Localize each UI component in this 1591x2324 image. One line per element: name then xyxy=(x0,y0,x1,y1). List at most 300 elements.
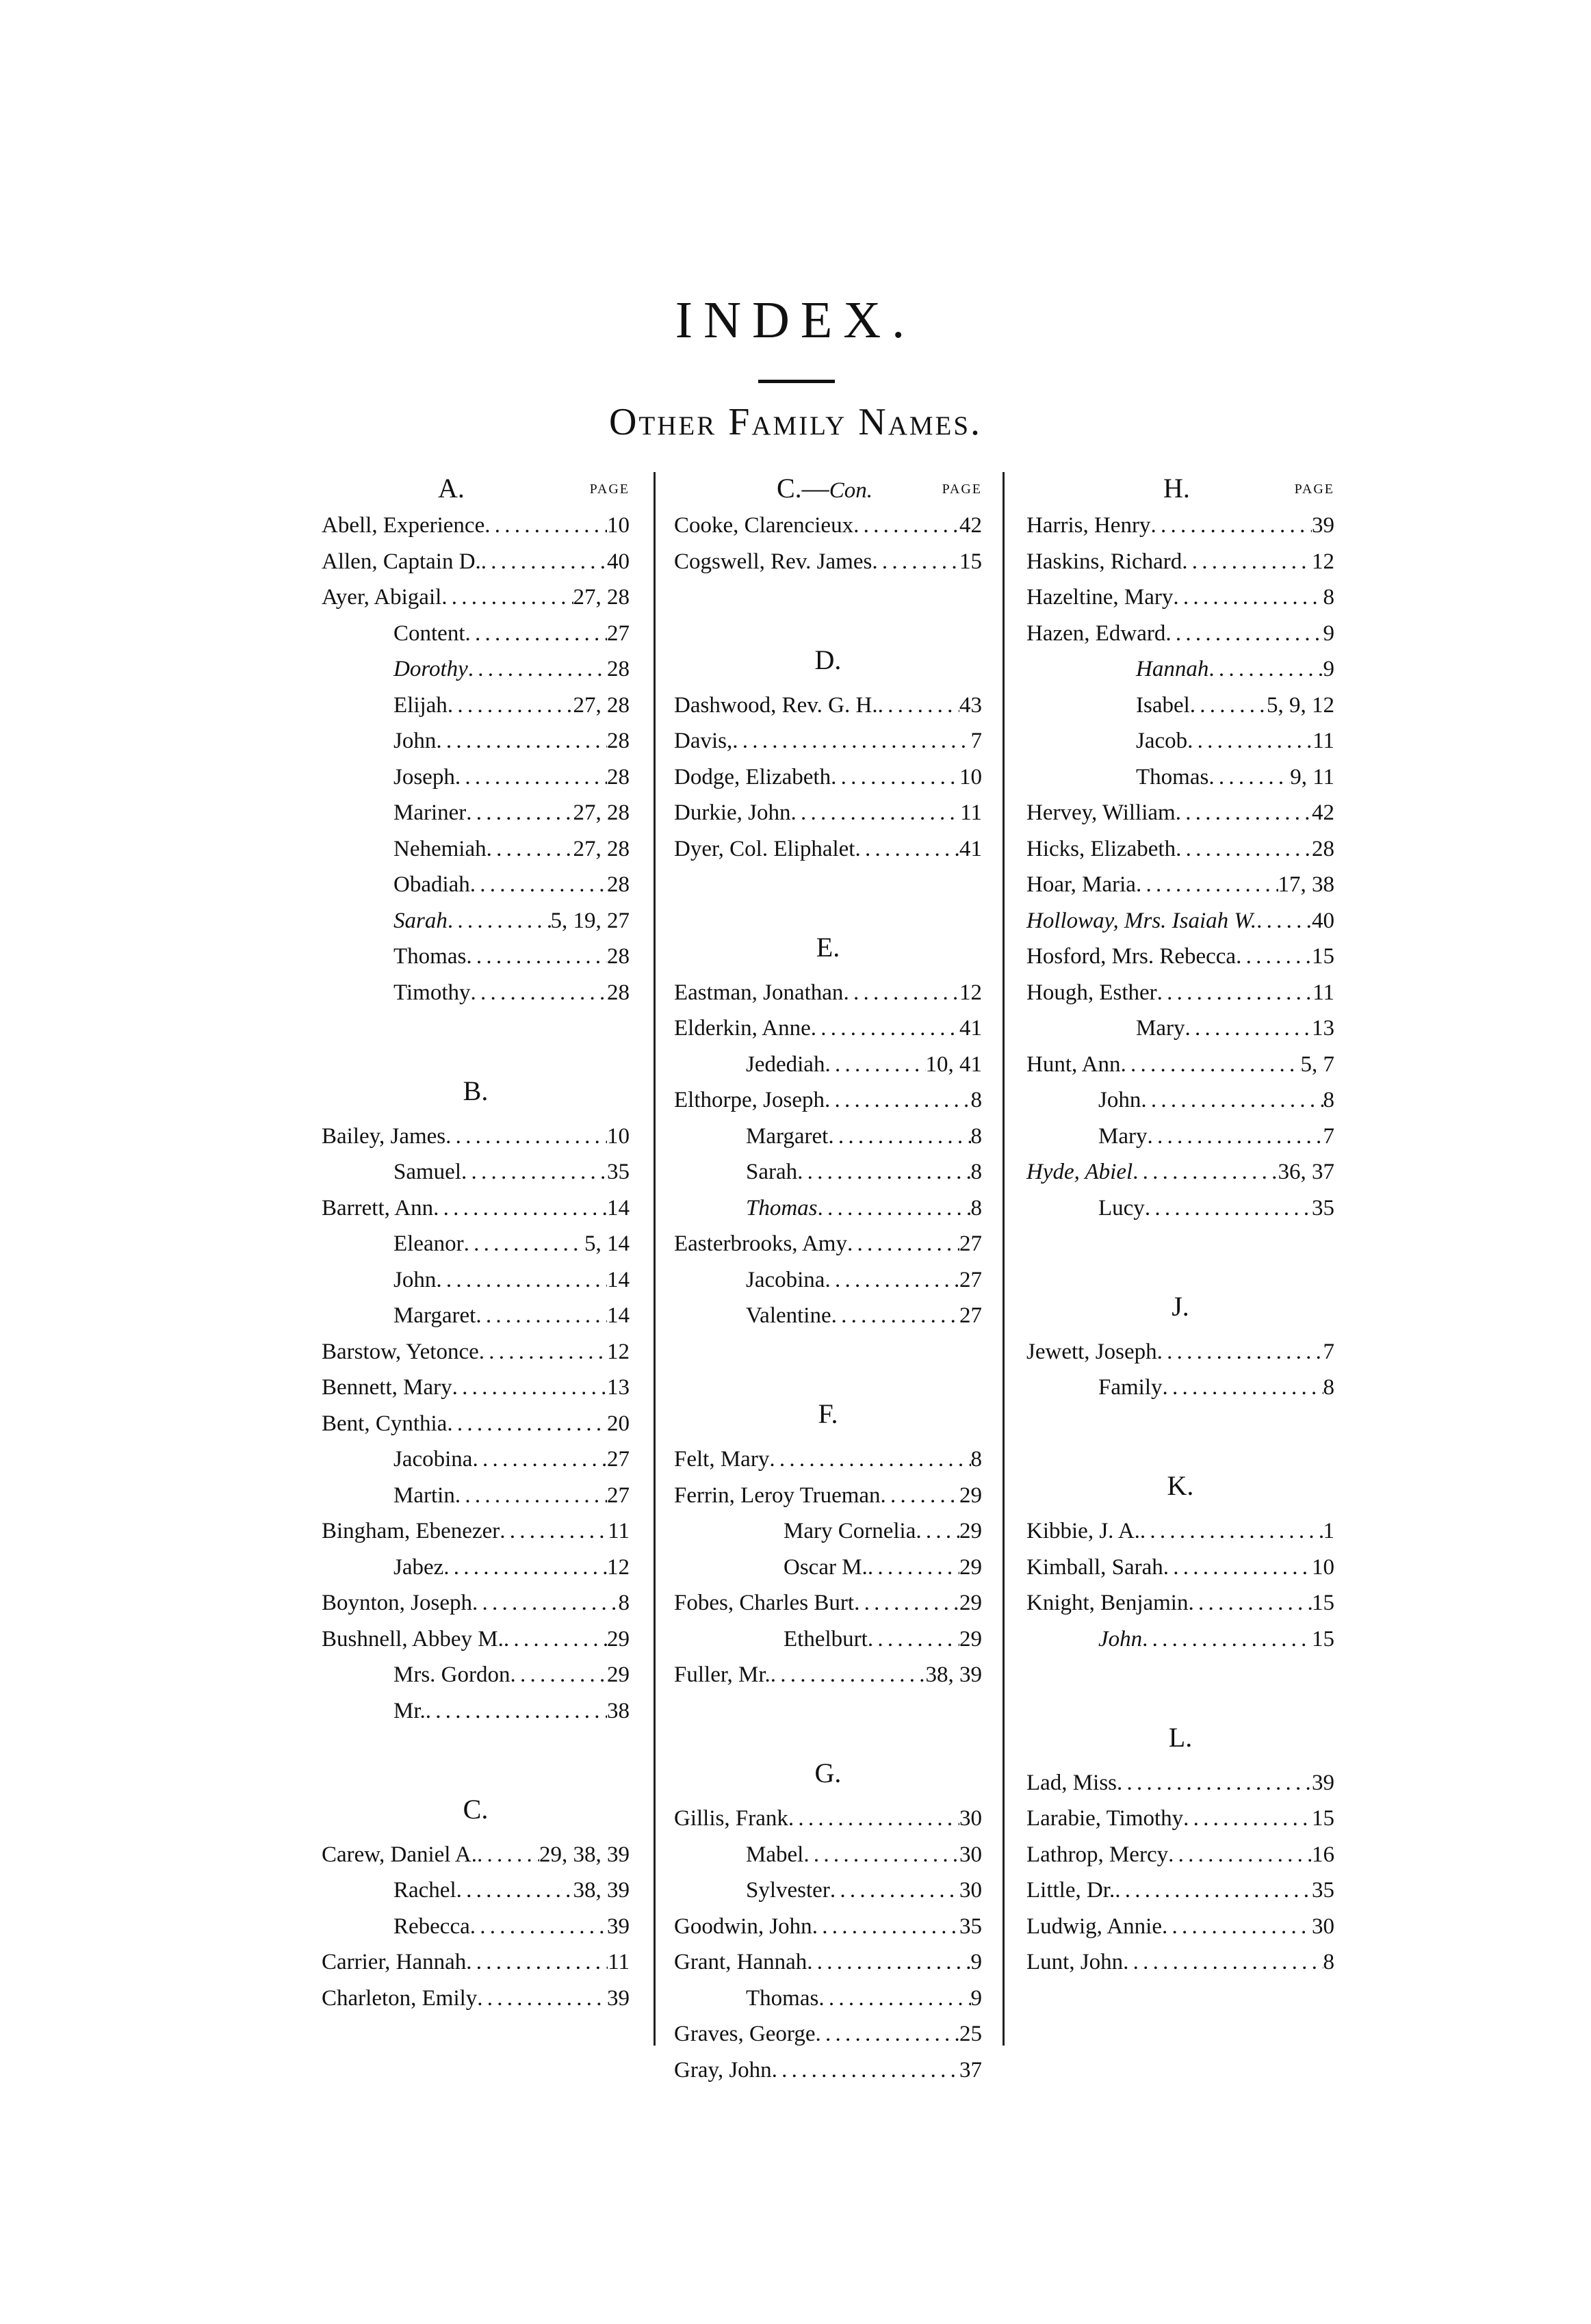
dot-leader xyxy=(797,1154,970,1190)
index-entry xyxy=(322,1119,630,1155)
section-letter: G. xyxy=(814,1758,842,1788)
index-entry xyxy=(1026,1190,1334,1227)
entry-name: Charleton, Emily xyxy=(322,1985,478,2011)
entry-name: Thomas xyxy=(393,944,467,969)
index-entry xyxy=(1026,1047,1334,1083)
dot-leader xyxy=(847,1226,959,1262)
index-entry xyxy=(322,688,630,724)
index-entry xyxy=(674,831,982,867)
dot-leader xyxy=(825,1262,959,1298)
entry-pages: 9 xyxy=(1323,621,1334,646)
entry-name: Lunt, John xyxy=(1026,1950,1124,1974)
entry-name: Eastman, Jonathan xyxy=(674,980,844,1005)
entry-pages: 7 xyxy=(970,729,982,753)
section-spacer xyxy=(674,1334,982,1370)
entry-pages: 7 xyxy=(1323,1123,1334,1149)
entry-pages: 13 xyxy=(607,1375,630,1400)
dot-leader xyxy=(815,2016,959,2052)
dot-leader xyxy=(477,1837,539,1873)
entry-pages: 10 xyxy=(959,764,982,789)
entry-name: Gray, John xyxy=(674,2057,772,2083)
index-entry xyxy=(1026,975,1334,1011)
entry-name: Bingham, Ebenezer xyxy=(322,1519,500,1543)
dot-leader xyxy=(1162,1909,1312,1945)
dot-leader xyxy=(461,1154,607,1190)
dot-leader xyxy=(1173,579,1323,616)
entry-name: Valentine xyxy=(746,1303,831,1328)
index-entry xyxy=(674,1047,982,1083)
entry-pages: 27, 28 xyxy=(573,692,630,718)
index-entry xyxy=(322,1441,630,1478)
section-letter: F. xyxy=(818,1398,838,1429)
entry-name: Sarah xyxy=(393,908,448,933)
entry-pages: 20 xyxy=(607,1411,630,1436)
entry-name: Kibbie, J. A. xyxy=(1026,1519,1140,1543)
section-letter: E. xyxy=(816,931,840,963)
section-letter: K. xyxy=(1167,1470,1194,1501)
entry-name: Eleanor xyxy=(393,1231,464,1256)
dot-leader xyxy=(772,2052,959,2089)
entry-pages: 15 xyxy=(1312,1806,1334,1831)
entry-pages: 9, 11 xyxy=(1290,764,1334,789)
entry-name: Ludwig, Annie xyxy=(1026,1914,1162,1939)
section-letter: H. xyxy=(1163,473,1190,504)
entry-pages: 10, 41 xyxy=(925,1052,982,1077)
index-entry xyxy=(674,1657,982,1693)
entry-pages: 39 xyxy=(1312,513,1334,538)
entry-pages: 14 xyxy=(607,1195,630,1220)
entry-name: Mariner xyxy=(393,800,467,825)
entry-pages: 5, 14 xyxy=(584,1231,630,1256)
entry-name: Hosford, Mrs. Rebecca xyxy=(1026,944,1237,969)
index-entry xyxy=(1026,1334,1334,1370)
index-entry xyxy=(674,1981,982,2017)
entry-pages: 29 xyxy=(959,1554,982,1580)
entry-name: Larabie, Timothy xyxy=(1026,1806,1184,1831)
index-entry xyxy=(1026,1119,1334,1155)
entry-name: Lad, Miss xyxy=(1026,1770,1117,1795)
entry-name: Fobes, Charles Burt xyxy=(674,1591,855,1615)
dot-leader xyxy=(916,1513,959,1550)
entry-pages: 39 xyxy=(607,1985,630,2011)
dot-leader xyxy=(510,1657,608,1693)
dot-leader xyxy=(477,1981,607,2017)
index-column-2 xyxy=(674,472,982,2088)
index-entry xyxy=(674,2052,982,2089)
entry-pages: 11 xyxy=(1312,729,1334,753)
dot-leader xyxy=(1190,688,1267,724)
entry-name: Isabel xyxy=(1136,692,1190,718)
index-entry xyxy=(322,1585,630,1621)
entry-pages: 30 xyxy=(1312,1914,1334,1939)
index-entry xyxy=(322,616,630,652)
entry-pages: 39 xyxy=(1312,1770,1334,1795)
dot-leader xyxy=(872,544,959,580)
entry-name: Thomas xyxy=(746,1195,818,1220)
dot-leader xyxy=(466,939,607,975)
dot-leader xyxy=(452,1370,607,1406)
index-entry xyxy=(674,1226,982,1262)
page-column-label: PAGE xyxy=(589,482,630,497)
entry-name: Martin xyxy=(393,1483,455,1508)
entry-pages: 36, 37 xyxy=(1278,1160,1334,1184)
section-spacer xyxy=(1026,1226,1334,1262)
dot-leader xyxy=(854,1585,959,1621)
dot-leader xyxy=(788,1801,959,1837)
entry-pages: 27 xyxy=(959,1303,982,1328)
dot-leader xyxy=(1140,1513,1323,1550)
index-entry xyxy=(322,1154,630,1190)
index-entry xyxy=(674,1119,982,1155)
entry-name: Rachel xyxy=(393,1878,456,1903)
entry-name: Bushnell, Abbey M. xyxy=(322,1626,504,1651)
column-divider-2 xyxy=(1003,472,1005,2046)
dot-leader xyxy=(433,1190,607,1227)
entry-pages: 5, 9, 12 xyxy=(1267,692,1334,718)
entry-pages: 40 xyxy=(607,549,630,574)
dot-leader xyxy=(472,1585,618,1621)
index-entry xyxy=(1026,508,1334,544)
index-column-3 xyxy=(1026,472,1334,1981)
dot-leader xyxy=(1176,795,1312,831)
dot-leader xyxy=(843,975,959,1011)
entry-name: John xyxy=(1098,1626,1143,1651)
dot-leader xyxy=(504,1621,607,1658)
entry-name: Hicks, Elizabeth xyxy=(1026,836,1176,861)
entry-pages: 35 xyxy=(607,1160,630,1184)
entry-pages: 8 xyxy=(1323,1950,1334,1974)
dot-leader xyxy=(1187,723,1312,759)
index-entry xyxy=(1026,1621,1334,1658)
column-header xyxy=(1026,472,1334,508)
entry-name: Kimball, Sarah xyxy=(1026,1554,1163,1580)
index-entry xyxy=(674,2016,982,2052)
dot-leader xyxy=(1150,508,1312,544)
dot-leader xyxy=(484,508,607,544)
dot-leader xyxy=(436,723,607,759)
entry-name: Carrier, Hannah xyxy=(322,1950,467,1974)
entry-name: Harris, Henry xyxy=(1026,513,1151,538)
dot-leader xyxy=(830,1872,959,1909)
index-entry xyxy=(1026,1585,1334,1621)
index-entry xyxy=(1026,1010,1334,1047)
entry-pages: 12 xyxy=(607,1339,630,1364)
entry-pages: 27 xyxy=(607,1483,630,1508)
dot-leader xyxy=(1188,1585,1312,1621)
dot-leader xyxy=(769,1441,970,1478)
index-column-1 xyxy=(322,472,630,2016)
index-entry xyxy=(322,795,630,831)
section-spacer xyxy=(322,1010,630,1047)
entry-pages: 8 xyxy=(970,1088,982,1112)
entry-name: Dyer, Col. Eliphalet xyxy=(674,836,855,861)
dot-leader xyxy=(855,831,959,867)
page-column-label: PAGE xyxy=(1294,482,1334,497)
dot-leader xyxy=(1133,1154,1278,1190)
entry-pages: 30 xyxy=(959,1842,982,1867)
dot-leader xyxy=(828,1119,970,1155)
dot-leader xyxy=(455,1478,607,1514)
entry-list xyxy=(322,508,630,2016)
index-entry xyxy=(674,1909,982,1945)
index-entry xyxy=(322,651,630,688)
entry-name: Bennett, Mary xyxy=(322,1375,452,1400)
entry-pages: 11 xyxy=(608,1519,630,1543)
index-entry xyxy=(1026,939,1334,975)
entry-name: Jedediah xyxy=(746,1052,825,1077)
section-spacer xyxy=(1026,1406,1334,1442)
entry-pages: 39 xyxy=(607,1914,630,1939)
entry-name: Joseph xyxy=(393,764,455,789)
index-entry xyxy=(674,1621,982,1658)
entry-pages: 9 xyxy=(970,1950,982,1974)
entry-pages: 29 xyxy=(959,1626,982,1651)
entry-name: Hunt, Ann xyxy=(1026,1052,1121,1077)
index-entry xyxy=(322,1513,630,1550)
entry-pages: 42 xyxy=(1312,800,1334,825)
entry-pages: 7 xyxy=(1323,1339,1334,1364)
entry-name: Mary xyxy=(1136,1016,1185,1041)
dot-leader xyxy=(1145,1190,1312,1227)
entry-name: Lathrop, Mercy xyxy=(1026,1842,1169,1867)
entry-pages: 29 xyxy=(607,1626,630,1651)
column-divider-1 xyxy=(654,472,656,2046)
entry-name: Allen, Captain D. xyxy=(322,549,481,574)
index-entry xyxy=(1026,544,1334,580)
entry-pages: 28 xyxy=(607,729,630,753)
index-entry xyxy=(1026,723,1334,759)
entry-name: Oscar M. xyxy=(784,1554,868,1580)
index-entry xyxy=(674,1550,982,1586)
entry-pages: 35 xyxy=(1312,1195,1334,1220)
entry-pages: 15 xyxy=(1312,1591,1334,1615)
entry-pages: 25 xyxy=(959,2022,982,2046)
dot-leader xyxy=(1236,939,1312,975)
dot-leader xyxy=(455,759,607,796)
dot-leader xyxy=(1165,616,1323,652)
entry-pages: 5, 7 xyxy=(1300,1052,1334,1077)
entry-pages: 8 xyxy=(1323,585,1334,610)
entry-name: Dashwood, Rev. G. H. xyxy=(674,692,878,718)
entry-name: Jacob xyxy=(1136,729,1188,753)
index-entry xyxy=(674,1478,982,1514)
index-entry xyxy=(322,939,630,975)
entry-pages: 9 xyxy=(970,1985,982,2011)
index-entry xyxy=(1026,903,1334,939)
index-entry xyxy=(674,1262,982,1298)
entry-name: Bent, Cynthia xyxy=(322,1411,448,1436)
entry-pages: 10 xyxy=(607,1123,630,1149)
dot-leader xyxy=(1168,1837,1312,1873)
dot-leader xyxy=(470,1909,607,1945)
page-column-label: PAGE xyxy=(942,482,982,497)
section-letter: L. xyxy=(1168,1721,1193,1753)
entry-pages: 1 xyxy=(1323,1519,1334,1543)
index-entry xyxy=(674,1298,982,1334)
entry-name: John xyxy=(393,729,437,753)
entry-name: Hazen, Edward xyxy=(1026,621,1166,646)
entry-pages: 27, 28 xyxy=(573,836,630,861)
dot-leader xyxy=(807,1944,970,1981)
index-entry xyxy=(322,1370,630,1406)
index-entry xyxy=(674,1944,982,1981)
entry-pages: 29, 38, 39 xyxy=(539,1842,630,1867)
entry-name: Thomas xyxy=(1136,764,1209,789)
entry-name: Easterbrooks, Amy xyxy=(674,1231,847,1256)
entry-name: Hazeltine, Mary xyxy=(1026,585,1174,610)
entry-pages: 38, 39 xyxy=(573,1878,630,1903)
entry-pages: 27 xyxy=(959,1231,982,1256)
entry-pages: 10 xyxy=(607,513,630,538)
index-entry xyxy=(1026,795,1334,831)
entry-pages: 8 xyxy=(618,1591,630,1615)
entry-pages: 28 xyxy=(607,657,630,681)
dot-leader xyxy=(853,508,959,544)
index-entry xyxy=(1026,1837,1334,1873)
entry-name: Dodge, Elizabeth xyxy=(674,764,831,789)
dot-leader xyxy=(771,1657,926,1693)
index-entry xyxy=(674,1441,982,1478)
entry-pages: 8 xyxy=(1323,1088,1334,1112)
index-entry xyxy=(322,1226,630,1262)
dot-leader xyxy=(441,579,573,616)
entry-name: Carew, Daniel A. xyxy=(322,1842,477,1867)
index-entry xyxy=(1026,688,1334,724)
section-letter: C.—Con. xyxy=(777,473,872,504)
entry-name: Mrs. Gordon xyxy=(393,1662,510,1687)
index-entry xyxy=(322,975,630,1011)
index-entry xyxy=(322,903,630,939)
index-entry xyxy=(322,1550,630,1586)
index-entry xyxy=(322,831,630,867)
index-entry xyxy=(1026,1550,1334,1586)
dot-leader xyxy=(1182,544,1312,580)
dot-leader xyxy=(448,688,573,724)
section-letter: J. xyxy=(1172,1290,1189,1322)
entry-name: Hannah xyxy=(1136,657,1209,681)
entry-pages: 28 xyxy=(607,764,630,789)
entry-name: Bailey, James xyxy=(322,1123,446,1149)
dot-leader xyxy=(1141,1082,1323,1119)
dot-leader xyxy=(1183,1801,1312,1837)
dot-leader xyxy=(448,903,551,939)
index-entry xyxy=(674,1154,982,1190)
entry-pages: 8 xyxy=(970,1160,982,1184)
section-spacer xyxy=(1026,1657,1334,1693)
entry-pages: 30 xyxy=(959,1878,982,1903)
entry-pages: 29 xyxy=(959,1591,982,1615)
entry-pages: 28 xyxy=(607,872,630,897)
entry-name: Ethelburt xyxy=(784,1626,868,1651)
dot-leader xyxy=(1147,1119,1323,1155)
dot-leader xyxy=(1136,867,1278,903)
dot-leader xyxy=(436,1262,607,1298)
entry-pages: 28 xyxy=(607,944,630,969)
index-entry xyxy=(1026,1082,1334,1119)
entry-name: Margaret xyxy=(746,1123,829,1149)
dot-leader xyxy=(479,1334,607,1370)
dot-leader xyxy=(868,1550,959,1586)
column-header xyxy=(674,472,982,508)
dot-leader xyxy=(831,759,959,796)
index-entry xyxy=(322,1298,630,1334)
entry-pages: 28 xyxy=(607,980,630,1005)
entry-name: Cooke, Clarencieux xyxy=(674,513,854,538)
index-entry xyxy=(1026,1154,1334,1190)
dot-leader xyxy=(464,1226,584,1262)
dot-leader xyxy=(878,688,959,724)
entry-name: Abell, Experience xyxy=(322,513,485,538)
entry-name: Ayer, Abigail xyxy=(322,585,442,610)
entry-name: Margaret xyxy=(393,1303,476,1328)
index-entry xyxy=(1026,1513,1334,1550)
entry-pages: 14 xyxy=(607,1303,630,1328)
entry-name: Jewett, Joseph xyxy=(1026,1339,1157,1364)
index-entry xyxy=(1026,1909,1334,1945)
entry-name: Felt, Mary xyxy=(674,1447,770,1472)
entry-name: Holloway, Mrs. Isaiah W. xyxy=(1026,908,1257,933)
index-entry xyxy=(322,1944,630,1981)
entry-name: Boynton, Joseph xyxy=(322,1591,473,1615)
entry-pages: 40 xyxy=(1312,908,1334,933)
section-spacer xyxy=(322,1729,630,1765)
dot-leader xyxy=(1123,1944,1323,1981)
page-title: INDEX. xyxy=(675,291,916,349)
section-spacer xyxy=(674,867,982,903)
entry-pages: 12 xyxy=(607,1554,630,1580)
dot-leader xyxy=(803,1837,959,1873)
dot-leader xyxy=(881,1478,959,1514)
index-entry xyxy=(322,1981,630,2017)
index-entry xyxy=(322,1406,630,1442)
entry-pages: 43 xyxy=(959,692,982,718)
entry-name: Mr. xyxy=(393,1698,426,1723)
entry-pages: 27 xyxy=(607,1447,630,1472)
section-letter: A. xyxy=(438,473,465,504)
index-entry xyxy=(674,1082,982,1119)
dot-leader xyxy=(732,723,970,759)
dot-leader xyxy=(812,1909,959,1945)
index-entry xyxy=(322,1837,630,1873)
index-entry xyxy=(674,1010,982,1047)
entry-name: Nehemiah xyxy=(393,836,487,861)
entry-name: Sylvester xyxy=(746,1878,830,1903)
index-entry xyxy=(322,1657,630,1693)
section-spacer xyxy=(674,579,982,616)
index-entry xyxy=(1026,1801,1334,1837)
dot-leader xyxy=(472,1441,607,1478)
entry-pages: 17, 38 xyxy=(1278,872,1334,897)
dot-leader xyxy=(790,795,960,831)
index-entry xyxy=(322,544,630,580)
section-letter: D. xyxy=(814,644,842,675)
entry-pages: 11 xyxy=(608,1950,630,1974)
dot-leader xyxy=(825,1082,971,1119)
index-entry xyxy=(674,1837,982,1873)
dot-leader xyxy=(831,1298,959,1334)
dot-leader xyxy=(445,1119,607,1155)
entry-name: Hyde, Abiel xyxy=(1026,1160,1133,1184)
entry-pages: 8 xyxy=(970,1447,982,1472)
index-entry xyxy=(1026,579,1334,616)
entry-name: Cogswell, Rev. James xyxy=(674,549,872,574)
entry-list xyxy=(674,508,982,2088)
index-entry xyxy=(1026,1370,1334,1406)
dot-leader xyxy=(1115,1872,1312,1909)
dot-leader xyxy=(465,616,608,652)
index-entry xyxy=(322,1262,630,1298)
entry-pages: 38 xyxy=(607,1698,630,1723)
